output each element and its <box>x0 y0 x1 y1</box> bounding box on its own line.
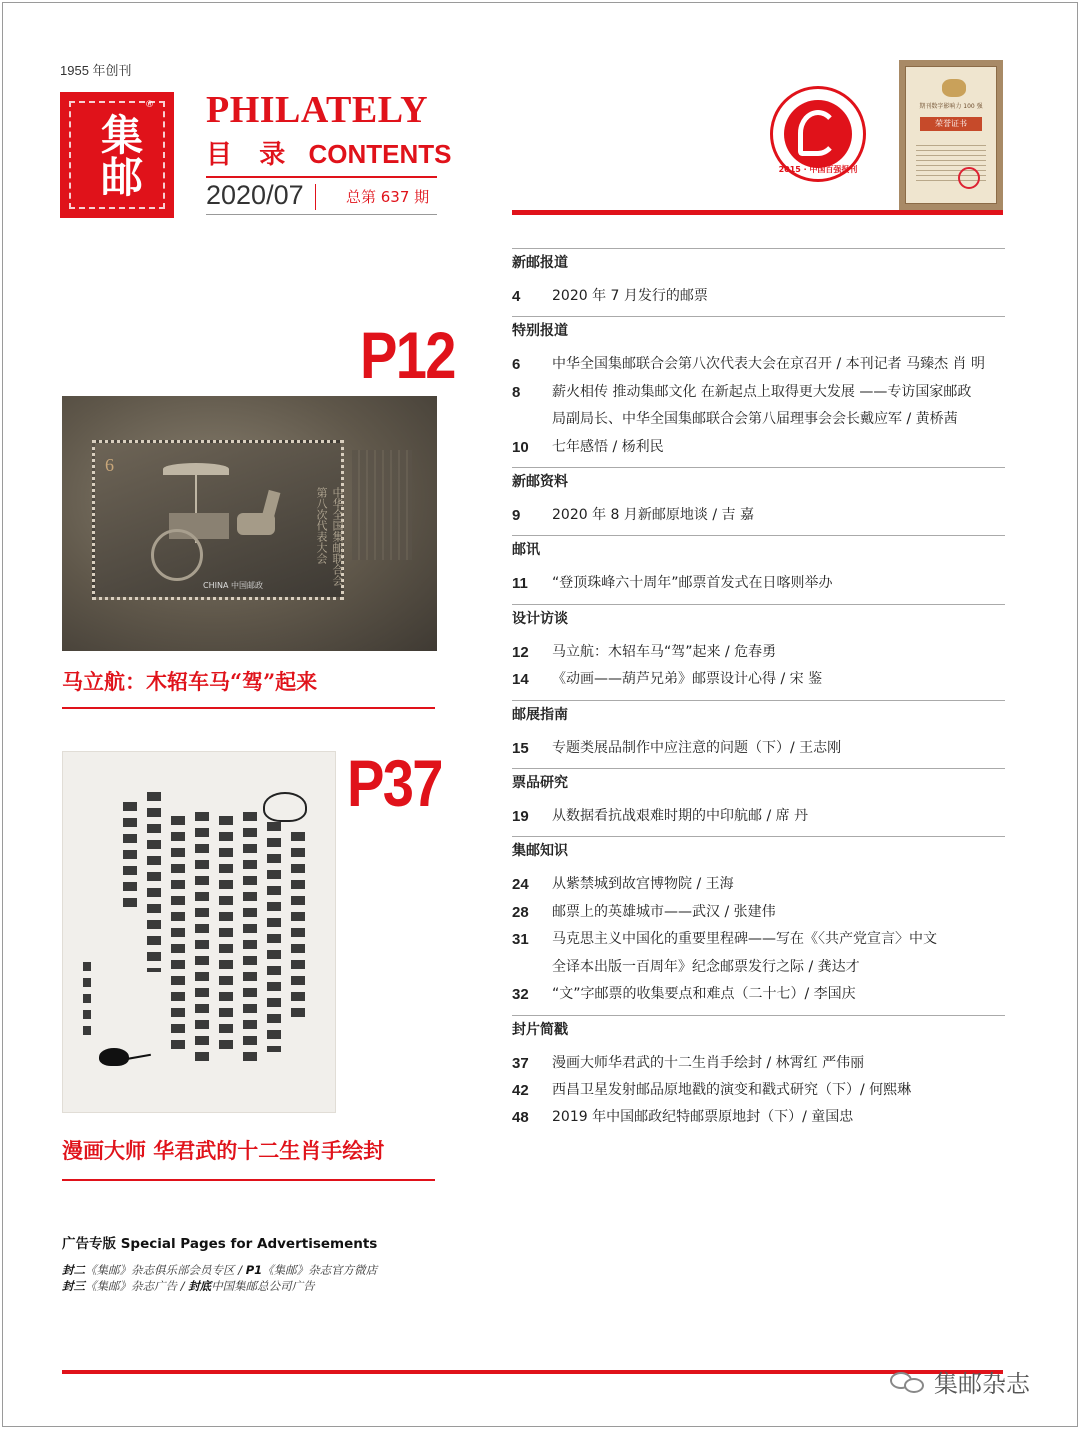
toc-page-number: 11 <box>512 575 528 593</box>
certificate-paper <box>905 66 997 204</box>
logo-text: 集邮 <box>95 113 144 197</box>
toc-page-number: 12 <box>512 643 529 661</box>
toc-article-title-line2: 局副局长、中华全国集邮联合会第八届理事会会长戴应军 / 黄桥茜 <box>552 411 958 428</box>
feature-caption-p12[interactable]: 马立航：木轺车马“驾”起来 <box>62 669 318 694</box>
toc-page-number: 14 <box>512 671 529 689</box>
ads-label: 封底 <box>188 1279 212 1293</box>
issue-rule <box>206 214 437 215</box>
toc-entry[interactable] <box>512 735 1005 762</box>
certificate-title: 期刊数字影响力 100 强 <box>919 103 983 110</box>
toc-entry[interactable] <box>512 1050 1005 1077</box>
stamp-denomination: 6 <box>105 455 114 475</box>
toc-article-title: 七年感悟 / 杨利民 <box>552 438 664 455</box>
toc-entry[interactable] <box>512 351 1005 378</box>
toc-entry[interactable] <box>512 871 1005 898</box>
toc-section <box>512 768 1005 836</box>
horse-neck <box>262 490 281 520</box>
toc-article-title: 《动画——葫芦兄弟》邮票设计心得 / 宋 鉴 <box>552 671 823 688</box>
toc-entry[interactable] <box>512 926 1005 953</box>
toc-section-title: 邮展指南 <box>512 706 568 723</box>
toc-section-title: 集邮知识 <box>512 843 568 860</box>
stamp-country: CHINA 中国邮政 <box>203 581 263 590</box>
ads-text: 《集邮》杂志俱乐部会员专区 / <box>85 1263 246 1277</box>
toc-article-title: 马立航：木轺车马“驾”起来 / 危春勇 <box>552 643 777 660</box>
toc-article-title: 从紫禁城到故宫博物院 / 王海 <box>552 876 734 893</box>
contents-cn: 目 录 <box>206 139 296 169</box>
toc-article-title: 漫画大师华君武的十二生肖手绘封 / 林霄红 严伟丽 <box>552 1054 865 1071</box>
toc-entry[interactable] <box>512 570 1005 597</box>
toc-article-title: “文”字邮票的收集要点和难点（二十七）/ 李国庆 <box>552 986 856 1003</box>
toc-entry[interactable] <box>512 666 1005 693</box>
toc-section-title: 邮讯 <box>512 542 540 559</box>
toc-entry[interactable] <box>512 434 1005 461</box>
feature-image-stamp-sheet[interactable] <box>62 396 437 651</box>
toc-page-number: 9 <box>512 507 521 525</box>
mouse-tail <box>125 1054 151 1060</box>
toc-section <box>512 836 1005 1014</box>
souvenir-sheet <box>92 440 344 600</box>
toc-section <box>512 535 1005 603</box>
toc-top-rule <box>512 210 1003 215</box>
handwriting-col <box>195 812 209 1062</box>
toc-page-number: 24 <box>512 876 529 894</box>
toc-entry[interactable] <box>512 283 1005 310</box>
toc-entry[interactable] <box>512 379 1005 406</box>
toc-article-title-line2: 全译本出版一百周年》纪念邮票发行之际 / 龚达才 <box>552 958 860 975</box>
feature-rule-p12 <box>62 707 435 709</box>
toc-entry[interactable] <box>512 899 1005 926</box>
toc-article-title: “登顶珠峰六十周年”邮票首发式在日喀则举办 <box>552 575 833 592</box>
toc-page-number: 10 <box>512 438 529 456</box>
ads-title: 广告专版 Special Pages for Advertisements <box>62 1236 378 1252</box>
ads-label: P1 <box>245 1263 263 1277</box>
toc-entry-continued[interactable] <box>512 406 1005 433</box>
toc-section-spacer <box>512 1132 1005 1138</box>
toc-section <box>512 316 1005 467</box>
sheet-text-block <box>352 450 412 560</box>
toc-page-number: 19 <box>512 808 529 826</box>
toc-article-title: 马克思主义中国化的重要里程碑——写在《〈共产党宣言〉中文 <box>552 931 937 948</box>
bottom-rule <box>62 1370 1003 1374</box>
ads-line-1 <box>62 1262 377 1278</box>
toc-entry-continued[interactable] <box>512 954 1005 981</box>
handwriting-col <box>147 792 161 972</box>
toc-section <box>512 248 1005 316</box>
feature-rule-p37 <box>62 1179 435 1181</box>
toc-section <box>512 700 1005 768</box>
seal-text: 2015 · 中国百强报刊 <box>778 165 858 174</box>
ads-label: 封三 <box>62 1279 85 1293</box>
toc-entry[interactable] <box>512 1104 1005 1131</box>
toc-article-title: 2020 年 7 月发行的邮票 <box>552 288 708 304</box>
toc-article-title: 2019 年中国邮政纪特邮票原地封（下）/ 童国忠 <box>552 1109 854 1126</box>
toc-article-title: 从数据看抗战艰难时期的中印航邮 / 席 丹 <box>552 808 809 825</box>
sheet-inscription: 中华全国集邮联合会第八次代表大会 <box>315 487 344 586</box>
toc-page-number: 4 <box>512 288 521 305</box>
handwriting-col <box>123 802 137 912</box>
wechat-account-name: 集邮杂志 <box>934 1370 1030 1398</box>
toc-entry[interactable] <box>512 803 1005 830</box>
handwriting-col <box>219 816 233 1056</box>
toc-article-title: 薪火相传 推动集邮文化 在新起点上取得更大发展 ——专访国家邮政 <box>552 383 972 400</box>
handwriting-col <box>267 822 281 1052</box>
toc-section <box>512 604 1005 700</box>
wechat-watermark <box>888 1364 1030 1399</box>
wechat-bubble <box>904 1378 924 1393</box>
toc-section-title: 特别报道 <box>512 323 568 340</box>
toc-page-number: 31 <box>512 931 529 949</box>
certificate-stamp-icon <box>958 167 980 189</box>
toc-section-title: 封片简戳 <box>512 1021 568 1038</box>
ads-text: 《集邮》杂志官方微店 <box>262 1263 378 1277</box>
magazine-logo <box>60 92 174 218</box>
toc-page-number: 37 <box>512 1054 529 1072</box>
handwriting-col <box>83 962 91 1042</box>
contents-heading <box>206 134 451 171</box>
toc-number-spacer <box>512 406 552 433</box>
toc-number-spacer <box>512 954 552 981</box>
mouse-drawing-icon <box>99 1048 129 1066</box>
toc-section-title: 设计访谈 <box>512 610 568 627</box>
table-of-contents <box>512 248 1005 1138</box>
ads-label: 封二 <box>62 1263 85 1277</box>
ads-text: 《集邮》杂志广告 / <box>85 1279 189 1293</box>
cat-drawing-icon <box>263 792 307 822</box>
toc-section-title: 新邮资料 <box>512 474 568 491</box>
feature-page-p12[interactable]: P12 <box>360 318 455 392</box>
registered-mark: ® <box>145 100 154 110</box>
chariot-wheel <box>151 529 203 581</box>
issue-number: 2020/07 <box>206 180 304 210</box>
toc-page-number: 6 <box>512 356 521 374</box>
header-rule <box>206 176 437 178</box>
toc-section <box>512 1015 1005 1138</box>
toc-page-number: 48 <box>512 1109 529 1127</box>
feature-image-hand-painted-cover[interactable] <box>62 751 336 1113</box>
toc-article-title: 2020 年 8 月新邮原地谈 / 吉 嘉 <box>552 507 754 524</box>
ads-line-2 <box>62 1278 315 1294</box>
toc-entry[interactable] <box>512 502 1005 529</box>
toc-entry[interactable] <box>512 639 1005 666</box>
founded-year: 1955 年创刊 <box>60 63 132 78</box>
contents-en: CONTENTS <box>308 139 452 169</box>
toc-article-title: 中华全国集邮联合会第八次代表大会在京召开 / 本刊记者 马臻杰 肖 明 <box>552 356 985 373</box>
certificate-badge-icon <box>942 79 966 97</box>
phoenix-icon <box>798 110 838 156</box>
magazine-title-en: PHILATELY <box>206 89 429 131</box>
toc-entry[interactable] <box>512 981 1005 1008</box>
top100-seal <box>770 86 866 182</box>
toc-article-title: 专题类展品制作中应注意的问题（下）/ 王志刚 <box>552 739 842 756</box>
feature-caption-p37[interactable]: 漫画大师 华君武的十二生肖手绘封 <box>62 1138 385 1163</box>
toc-page-number: 15 <box>512 739 529 757</box>
issue-total: 总第 637 期 <box>346 188 430 206</box>
handwriting-col <box>243 812 257 1062</box>
toc-section <box>512 467 1005 535</box>
toc-article-title: 邮票上的英雄城市——武汉 / 张建伟 <box>552 903 776 920</box>
handwriting-col <box>171 816 185 1056</box>
feature-page-p37[interactable]: P37 <box>347 746 442 820</box>
handwriting-col <box>291 832 305 1022</box>
toc-page-number: 28 <box>512 903 529 921</box>
issue-divider <box>315 184 316 210</box>
toc-section-title: 票品研究 <box>512 775 568 792</box>
certificate-heading: 荣誉证书 <box>920 117 982 131</box>
toc-page-number: 32 <box>512 986 529 1004</box>
honor-certificate <box>899 60 1003 210</box>
toc-article-title: 西昌卫星发射邮品原地戳的演变和戳式研究（下）/ 何熙琳 <box>552 1081 912 1098</box>
toc-page-number: 42 <box>512 1081 529 1099</box>
seal-emblem <box>784 100 852 168</box>
toc-entry[interactable] <box>512 1077 1005 1104</box>
ads-text: 中国集邮总公司广告 <box>211 1279 315 1293</box>
wechat-icon <box>888 1368 928 1396</box>
toc-section-title: 新邮报道 <box>512 255 568 271</box>
toc-page-number: 8 <box>512 383 521 401</box>
